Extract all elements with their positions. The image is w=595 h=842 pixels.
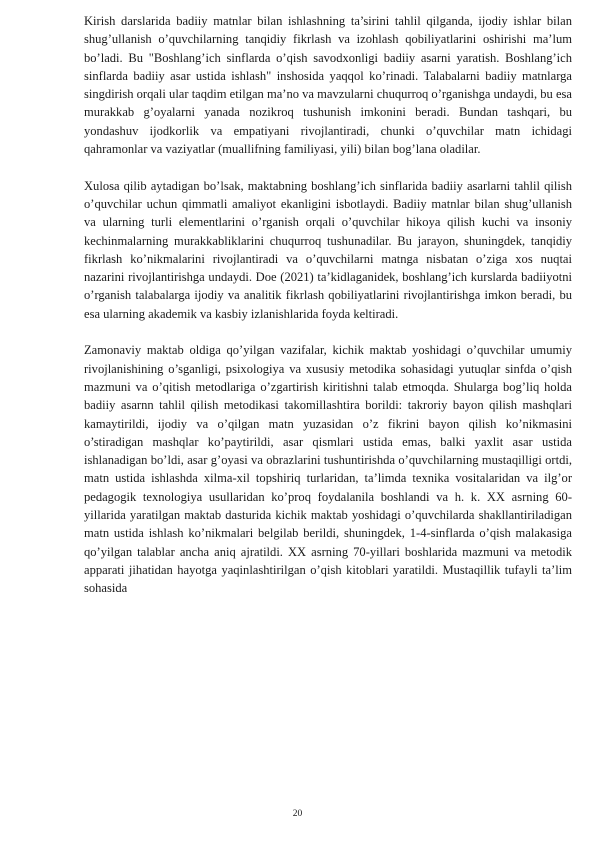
paragraph-modern-school: Zamonaviy maktab oldiga qo’yilgan vazifalar, kichik maktab yoshidagi o’quvchilar umumiy rivojlanishining o’sganligi, psixologiya va xususiy metodika sohasidagi yutuqlar sinfda o’qish mazmuni va o’qitish metodlariga o’zgartirish kiritishni talab etmoqda. Shularga bog’liq holda badiiy asarnn tahlil qilish metodikasi takomillashtira borildi: takroriy bayon qilish mashqlari kamaytirildi, ijodiy va o’qilgan matn yuzasidan o’z fikrini bayon qilish ko’nikmasini o’stiradigan mashqlar ko’paytirildi, asar qismlari ustida emas, balki yaxlit asar ustida ishlanadigan bo’ldi, asar g’oyasi va obrazlarini tushuntirishda o’quvchilarning mustaqilligi ortdi, matn ustida ishlashda xilma-xil topshiriq turlaridan, ta’limda texnika vositalaridan va ilg’or pedagogik texnologiya usullaridan ko’proq foydalanila boshlandi va h. k. XX asrning 60-yillarida yaratilgan maktab dasturida kichik maktab yoshidagi o’quvchilarda shakllantiriladigan matn ustida ishlash ko’nikmalari belgilab berildi, shuningdek, 1-4-sinflarda o’qish malakasiga qo’yilgan talablar ancha aniq ajratildi. XX asrning 70-yillari boshlarida mazmuni va metodik apparati jihatidan hayotga yaqinlashtirilgan o’qish kitoblari yaratildi. Mustaqillik tufayli ta’lim sohasida [84,343,572,596]
body-text [84,12,572,598]
page-number: 20 [292,809,303,819]
paragraph-intro-analysis: Kirish darslarida badiiy matnlar bilan ishlashning ta’sirini tahlil qilganda, ijodiy ishlar bilan shug’ullanish o’quvchilarning tanqidiy fikrlash va izohlash qobiliyatlarini oshirishi ma’lum bo’ladi. Bu "Boshlang’ich sinflarda o’qish savodxonligi badiiy asarni yaratish. Boshlang’ich sinflarda badiiy asar ustida ishlash" inshosida yaqqol ko’rinadi. Talabalarni badiiy matnlarga singdirish orqali ular taqdim etilgan ma’no va mavzularni chuqurroq o’rganishga undaydi, bu esa murakkab g’oyalarni yanada nozikroq tushunish imkonini beradi. Bundan tashqari, bu yondashuv ijodkorlik va empatiyani rivojlantiradi, chunki o’quvchilar matn ichidagi qahramonlar va vaziyatlar (muallifning familiyasi, yili) bilan bog’lana oladilar. [84,14,572,157]
paragraph-conclusion: Xulosa qilib aytadigan bo’lsak, maktabning boshlang’ich sinflarida badiiy asarlarni tahlil qilish o’quvchilar uchun qimmatli amaliyot ekanligini isbotlaydi. Badiiy matnlar bilan shug’ullanish va ularning turli elementlarini o’rganish orqali o’quvchilar hikoya qilish kuchi va insoniy kechinmalarning murakkabliklarini chuqurroq tushunadilar. Bu jarayon, shuningdek, tanqidiy fikrlash ko’nikmalarini rivojlantiradi va o’quvchilarni matnga nisbatan o’ziga xos nuqtai nazarini rivojlantirishga undaydi. Doe (2021) ta’kidlaganidek, boshlang’ich kurslarda badiiyotni o’rganish talabalarga ijodiy va analitik fikrlash qobiliyatlarini rivojlantirishga imkon beradi, bu esa ularning akademik va kasbiy izlanishlarida foyda keltiradi. [84,178,572,321]
